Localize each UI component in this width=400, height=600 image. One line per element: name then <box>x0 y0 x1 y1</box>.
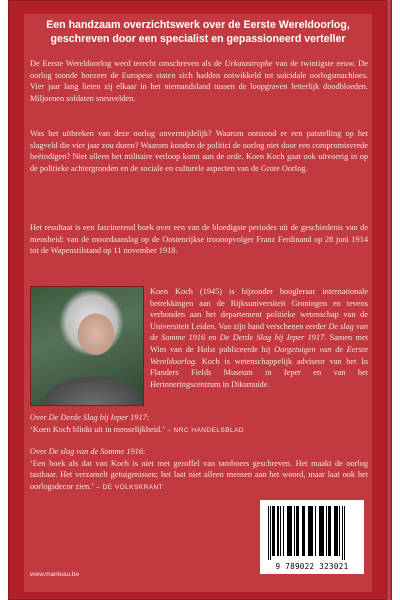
headline-line-2: geschreven door een specialist en gepassioneerd verteller <box>50 33 346 45</box>
headline <box>24 18 372 46</box>
barcode-bar <box>330 506 331 556</box>
barcode-bar <box>310 506 312 556</box>
author-photo <box>30 286 144 406</box>
intro-text-a: De Eerste Wereldoorlog werd terecht omschreven als de <box>30 59 225 68</box>
barcode-bar <box>268 506 269 560</box>
barcode-bar <box>277 506 279 556</box>
review-2-source: – DE VOLKSKRANT <box>94 483 164 491</box>
book-back-cover <box>8 0 392 600</box>
barcode-bar <box>289 506 291 556</box>
intro-emphasis: Urkatastrophe <box>224 59 273 68</box>
result-paragraph <box>30 222 368 257</box>
barcode-bar <box>323 506 324 556</box>
barcode-bar <box>302 506 304 556</box>
review-2-colon: : <box>142 447 146 456</box>
barcode-bar <box>336 506 338 556</box>
barcode-number: 9 789022 323021 <box>275 562 349 571</box>
review-1-source: – NRC HANDELSBLAD <box>165 426 245 434</box>
review-2-over: Over <box>30 447 49 456</box>
bio-text-4: . Koch is wetenschappelijk adviseur van het In Flanders Fields Museum in Ieper en van het Herinneringscentrum in Diksmuide. <box>150 356 368 389</box>
cover-edge <box>386 0 392 600</box>
review-1-title: De Derde Slag bij Ieper 1917 <box>48 413 147 422</box>
barcode-bar <box>304 506 305 556</box>
review-2-title: De slag van de Somme 1916 <box>48 447 143 456</box>
barcode-bar <box>294 506 295 556</box>
barcode-bar <box>321 506 323 556</box>
barcode-bar <box>274 506 275 556</box>
barcode-bar <box>342 506 343 560</box>
review-2 <box>30 446 368 493</box>
barcode-bar <box>334 506 336 556</box>
barcode-bar <box>319 506 321 556</box>
barcode-bar <box>270 506 271 560</box>
barcode-bar <box>308 506 310 556</box>
barcode-bar <box>280 506 281 556</box>
bio-book-1: De slag van de Somme 1916 <box>150 321 368 343</box>
barcode-bar <box>344 506 345 560</box>
review-1-colon: : <box>146 413 150 422</box>
review-1-over: Over <box>30 413 49 422</box>
bio-text-1: Koen Koch (1945) is bijzonder hoogleraar internationale betrekkingen aan de Rijksuniversiteit Groningen en tevens verbonden aan het departement politieke wetenschap van de Universiteit Leiden. Van zijn hand verschenen eerder <box>150 287 368 331</box>
result-text: Het resultaat is een fascinerend boek over een van de bloedigste periodes uit de geschiedenis van de mensheid: van de moordaanslag op de Oostenrijkse troonopvolger Franz Ferdinand op 28 juni 1914 tot de Wapenstilstand op 11 november 1918. <box>30 223 368 256</box>
bio-book-2: De Derde Slag bij Ieper 1917 <box>219 333 325 343</box>
bio-text-2: en <box>205 333 220 343</box>
barcode-bars <box>260 500 364 562</box>
author-bio <box>150 286 368 390</box>
barcode-bar <box>296 506 298 556</box>
barcode-bar <box>326 506 327 556</box>
barcode-bar <box>312 506 313 556</box>
intro-paragraph <box>30 58 368 104</box>
review-1-quote: ‘Koen Koch blinkt uit in menselijkheid.’ <box>30 424 166 434</box>
barcode-bar <box>298 506 299 556</box>
bio-text-3: . Samen met Wim van de Holst publiceerde hij <box>150 333 369 354</box>
review-1 <box>30 412 368 436</box>
review-2-quote: ‘Een boek als dat van Koch is niet met geroffel van tamboers geschreven. Het maakt de oorlog tastbaar. Het verzamelt getuigenissen; het laat niet alleen mensen aan het woord, maar laat ook het oorlogsdecor zien.’ <box>30 458 368 491</box>
publisher-url: www.manteau.be <box>30 571 80 578</box>
bio-book-3: Oorgetuigen van de Eerste Wereldoorlog <box>150 344 368 366</box>
barcode-bar <box>291 506 292 556</box>
questions-paragraph <box>30 128 368 174</box>
barcode-bar <box>287 506 289 556</box>
barcode-bar <box>283 506 284 556</box>
headline-line-1: Een handzaam overzichtswerk over de Eerste Wereldoorlog, <box>46 19 350 31</box>
isbn-barcode <box>260 500 364 574</box>
text-panel <box>24 14 372 592</box>
intro-text-b: van de twintigste eeuw. De oorlog toonde hoezeer de Europese staten zich hadden ontwikkeld tot suïcidale oorlogsmachines. Vier jaar lang lieten zij elkaar in het niemandsland tussen de loopgraven letterlijk doodbloeden. Miljoenen soldaten sneuvelden. <box>30 59 368 103</box>
questions-text: Was het uitbreken van deze oorlog onvermijdelijk? Waarom ontstond er een patstelling op het slagveld die vier jaar zou duren? Waarom konden de politici de oorlog niet door een compromisvrede beëindigen? Niet alleen het militaire verloop komt aan de orde. Koen Koch gaat ook uitvoerig in op de politieke achtergronden en de sociale en culturele aspecten van de Grote Oorlog. <box>30 129 368 173</box>
barcode-bar <box>272 506 274 556</box>
barcode-bar <box>339 506 340 556</box>
barcode-bar <box>328 506 330 556</box>
barcode-bar <box>315 506 316 556</box>
